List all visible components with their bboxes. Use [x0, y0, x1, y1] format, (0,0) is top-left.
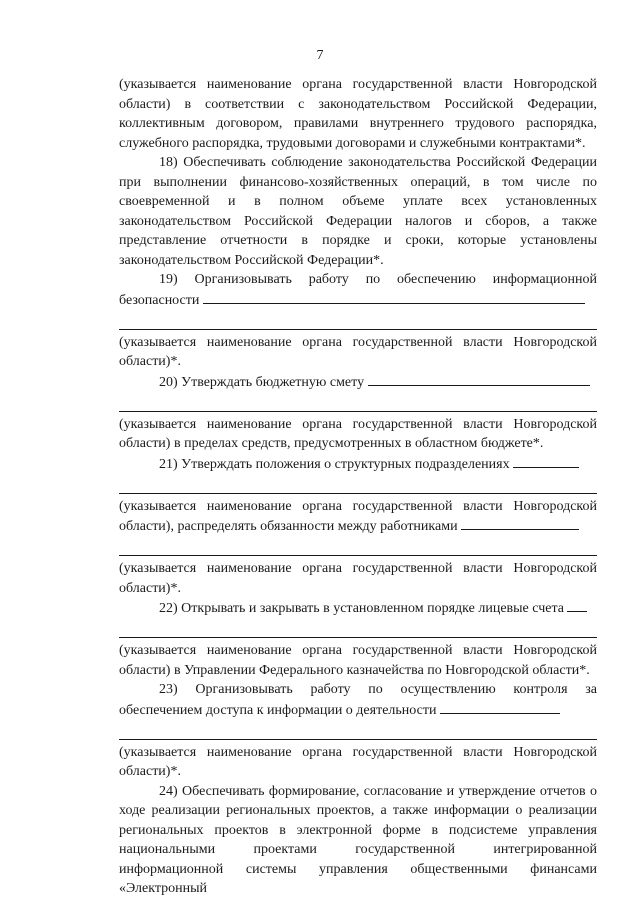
paragraph-22 — [119, 598, 597, 619]
paragraph-22-text: 22) Открывать и закрывать в установленном порядке лицевые счета — [159, 601, 564, 616]
paragraph-19-text: 19) Организовывать работу по обеспечению информационной безопасности — [119, 272, 597, 308]
paragraph-18: 18) Обеспечивать соблюдение законодательства Российской Федерации при выполнении финансово-хозяйственных операций, в том числе по своевременной и в полном объеме уплате всех установленных законодательством Российской Федерации налогов и сборов, а также представление отчетности в порядке и сроки, которые установлены законодательством Российской Федерации*. — [119, 155, 597, 268]
fill-in-blank — [203, 290, 585, 304]
paragraph-19 — [119, 270, 597, 310]
fill-in-blank — [461, 516, 579, 530]
paragraph-23 — [119, 680, 597, 720]
blank-line — [119, 310, 597, 330]
paragraph-24: 24) Обеспечивать формирование, согласование и утверждение отчетов о ходе реализации региональных проектов, а также информации о реализации региональных проектов в электронной форме в подсистеме управления национальными проектами государственной интегрированной информационной системы управления общественными финансами «Электронный — [119, 783, 597, 896]
paragraph-21-note — [119, 497, 597, 537]
paragraph-23-note: (указывается наименование органа государственной власти Новгородской области)*. — [119, 744, 597, 779]
paragraph-19-note: (указывается наименование органа государственной власти Новгородской области)*. — [119, 334, 597, 369]
paragraph-17-continuation: (указывается наименование органа государственной власти Новгородской области) в соответствии с законодательством Российской Федерации, коллективным договором, правилами внутреннего трудового распорядка, служебного распорядка, трудовыми договорами и служебными контрактами*. — [119, 77, 597, 151]
fill-in-blank — [368, 372, 590, 386]
blank-line — [119, 619, 597, 639]
blank-line — [119, 720, 597, 740]
blank-line — [119, 474, 597, 494]
paragraph-21-text: 21) Утверждать положения о структурных подразделениях — [159, 456, 510, 472]
paragraph-22-note: (указывается наименование органа государственной власти Новгородской области) в Управлении Федерального казначейства по Новгородской области*. — [119, 643, 597, 678]
fill-in-blank — [567, 598, 587, 612]
page-number: 7 — [316, 48, 324, 63]
fill-in-blank — [440, 700, 560, 714]
paragraph-20-note: (указывается наименование органа государственной власти Новгородской области) в пределах средств, предусмотренных в областном бюджете*. — [119, 416, 597, 451]
blank-line — [119, 392, 597, 412]
paragraph-21-note-2: (указывается наименование органа государственной власти Новгородской области)*. — [119, 561, 597, 596]
document-body — [119, 75, 597, 899]
fill-in-blank — [513, 454, 579, 468]
paragraph-23-text: 23) Организовывать работу по осуществлению контроля за обеспечением доступа к информации о деятельности — [119, 682, 597, 718]
paragraph-21-note-text: (указывается наименование органа государственной власти Новгородской области), распределять обязанности между работниками — [119, 498, 597, 534]
paragraph-20 — [119, 372, 597, 393]
blank-line — [119, 537, 597, 557]
paragraph-21 — [119, 454, 597, 475]
paragraph-20-text: 20) Утверждать бюджетную смету — [159, 374, 365, 390]
